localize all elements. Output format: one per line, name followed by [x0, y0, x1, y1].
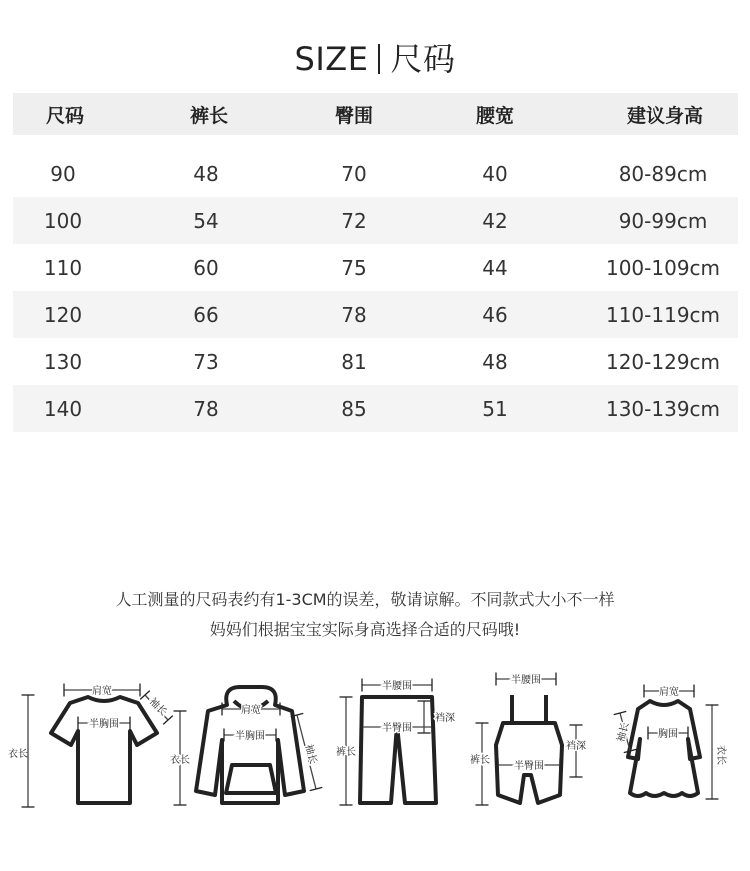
cell-size: 110	[43, 255, 83, 280]
cell-waist: 48	[482, 349, 508, 374]
cell-height: 130-139cm	[605, 396, 721, 421]
header-pants-length: 裤长	[189, 104, 229, 127]
overalls-waist-label: 半腰围	[511, 675, 541, 686]
cell-pants-length: 48	[193, 161, 219, 186]
table-row	[13, 197, 738, 244]
title-cn: 尺码	[390, 40, 456, 78]
title-divider	[378, 44, 380, 74]
cell-pants-length: 60	[193, 255, 219, 280]
table-row	[13, 150, 738, 197]
dress-icon	[628, 701, 700, 796]
cell-waist: 51	[482, 396, 508, 421]
size-table	[13, 93, 738, 432]
tshirt-icon	[51, 697, 157, 803]
tshirt-length-label: 衣长	[8, 749, 28, 760]
tshirt-chest-label: 半胸围	[89, 719, 119, 730]
hoodie-sleeve-label: 袖长	[302, 743, 319, 766]
cell-hip: 72	[341, 208, 367, 233]
table-row	[13, 385, 738, 432]
table-header	[13, 93, 738, 135]
cell-hip: 75	[341, 255, 367, 280]
dress-sleeve-label: 袖长	[615, 721, 632, 744]
pants-waist-label: 半腰围	[382, 681, 412, 692]
table-row	[13, 291, 738, 338]
pants-rise-label: 裆深	[435, 713, 455, 724]
pants-hip-label: 半臀围	[382, 723, 412, 734]
cell-height: 90-99cm	[618, 208, 708, 233]
header-size: 尺码	[45, 104, 85, 127]
page-title	[0, 34, 750, 80]
tshirt-sleeve-label: 袖长	[146, 696, 169, 719]
measurement-diagrams	[0, 665, 750, 825]
cell-waist: 42	[482, 208, 508, 233]
cell-hip: 78	[341, 302, 367, 327]
dress-shoulder-label: 肩宽	[659, 687, 679, 698]
header-waist: 腰宽	[475, 104, 515, 127]
overalls-length-label: 裤长	[470, 755, 490, 766]
pants-length-label: 裤长	[336, 747, 356, 758]
dress-length-label: 衣长	[715, 745, 726, 765]
cell-pants-length: 54	[193, 208, 219, 233]
overalls-hip-label: 半臀围	[514, 761, 544, 772]
cell-size: 90	[50, 161, 76, 186]
tshirt-shoulder-label: 肩宽	[92, 686, 112, 697]
cell-waist: 44	[482, 255, 508, 280]
cell-pants-length: 78	[193, 396, 219, 421]
cell-pants-length: 73	[193, 349, 219, 374]
garment-diagrams-svg	[0, 665, 750, 825]
cell-height: 110-119cm	[605, 302, 721, 327]
cell-pants-length: 66	[193, 302, 219, 327]
cell-size: 120	[43, 302, 83, 327]
measurement-note-line2: 妈妈们根据宝宝实际身高选择合适的尺码哦!	[209, 620, 521, 639]
cell-size: 130	[43, 349, 83, 374]
title-en: SIZE	[294, 40, 369, 78]
cell-size: 100	[43, 208, 83, 233]
cell-hip: 70	[341, 161, 367, 186]
cell-height: 100-109cm	[605, 255, 721, 280]
cell-hip: 81	[341, 349, 367, 374]
header-hip: 臀围	[334, 104, 374, 127]
cell-waist: 46	[482, 302, 508, 327]
cell-size: 140	[43, 396, 83, 421]
measurement-note-line1: 人工测量的尺码表约有1-3CM的误差，敬请谅解。不同款式大小不一样	[115, 590, 615, 609]
hoodie-length-label: 衣长	[170, 755, 190, 766]
header-height: 建议身高	[626, 104, 704, 127]
hoodie-chest-label: 半胸围	[235, 731, 265, 742]
table-row	[13, 338, 738, 385]
hoodie-shoulder-label: 肩宽	[241, 705, 261, 716]
overalls-icon	[496, 695, 562, 803]
cell-height: 120-129cm	[605, 349, 721, 374]
table-row	[13, 244, 738, 291]
overalls-rise-label: 裆深	[566, 741, 586, 752]
cell-hip: 85	[341, 396, 367, 421]
cell-waist: 40	[482, 161, 508, 186]
cell-height: 80-89cm	[618, 161, 708, 186]
dress-chest-label: 胸围	[658, 729, 678, 740]
